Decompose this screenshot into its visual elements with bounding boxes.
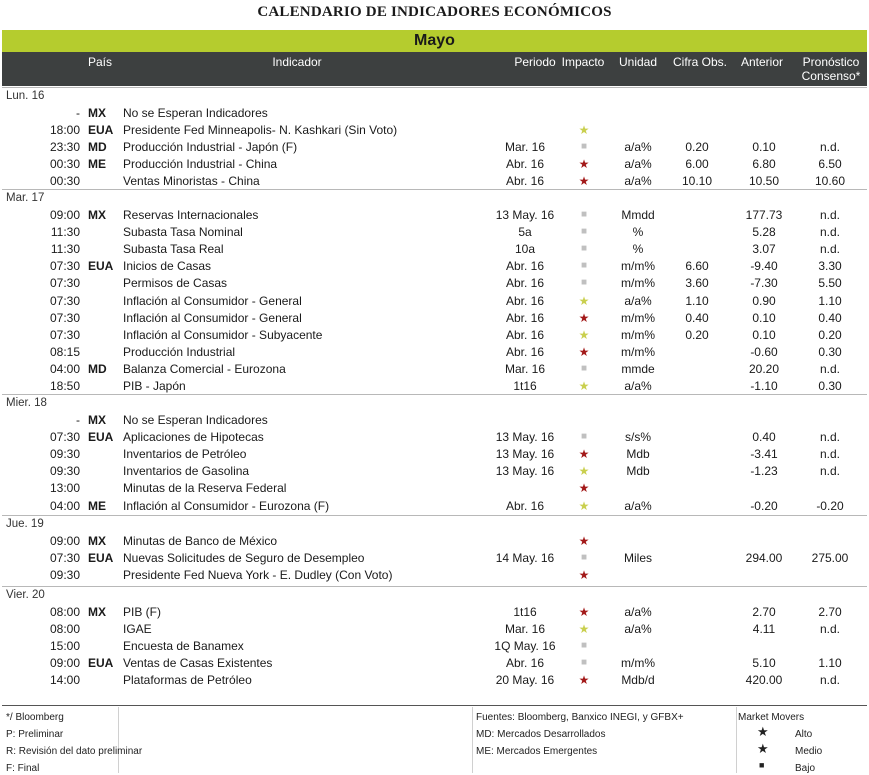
row-forecast: n.d.: [819, 430, 840, 445]
row-unit: Mdb: [626, 447, 650, 462]
row-period: Abr. 16: [505, 498, 545, 513]
row-unit: a/a%: [624, 605, 652, 619]
table-row: [0, 656, 869, 673]
footer-col-divider: [736, 707, 737, 773]
row-previous: 4.11: [752, 622, 776, 637]
row-unit: a/a%: [624, 498, 652, 513]
row-forecast: n.d.: [819, 673, 840, 688]
day-separator: [2, 87, 867, 88]
row-time: 23:30: [49, 140, 80, 155]
star-icon: ★: [578, 174, 590, 189]
row-time: -: [76, 413, 80, 427]
row-indicator: Minutas de la Reserva Federal: [123, 481, 287, 496]
footer-sources: Fuentes: Bloomberg, Banxico INEGI, y GFBX+: [476, 712, 684, 723]
row-unit: s/s%: [624, 430, 651, 445]
row-observed: 3.60: [685, 276, 709, 291]
row-unit: Miles: [623, 551, 652, 566]
row-period: 13 May. 16: [495, 447, 555, 462]
row-observed: 6.00: [685, 157, 709, 172]
square-icon: ■: [759, 760, 765, 770]
row-indicator: Inicios de Casas: [123, 259, 212, 274]
row-indicator: Balanza Comercial - Eurozona: [123, 361, 286, 376]
page-title: CALENDARIO DE INDICADORES ECONÓMICOS: [257, 4, 612, 20]
star-icon: ★: [578, 673, 590, 688]
row-time: 09:30: [49, 464, 80, 479]
row-previous: -1.10: [750, 379, 778, 393]
table-row: [0, 447, 869, 464]
row-unit: Mmdd: [621, 208, 655, 222]
row-forecast: 0.40: [818, 310, 842, 325]
table-row: [0, 345, 869, 362]
row-country: ME: [88, 157, 106, 172]
row-previous: 177.73: [745, 208, 783, 222]
row-forecast: 275.00: [811, 551, 849, 566]
row-unit: %: [632, 242, 644, 257]
table-row: [0, 413, 869, 430]
table-row: [0, 259, 869, 276]
row-time: 08:15: [49, 344, 80, 359]
square-icon: ■: [580, 141, 588, 153]
row-period: 1Q May. 16: [494, 639, 556, 654]
row-previous: 0.10: [752, 140, 776, 155]
table-row: [0, 225, 869, 242]
table-row: [0, 140, 869, 157]
row-time: 08:00: [49, 605, 80, 619]
row-period: Abr. 16: [505, 344, 545, 359]
row-indicator: Inventarios de Petróleo: [123, 447, 247, 462]
star-icon: ★: [578, 464, 590, 479]
table-row: [0, 362, 869, 379]
row-period: 13 May. 16: [495, 464, 555, 479]
star-icon: ★: [578, 447, 590, 462]
footer-md: MD: Mercados Desarrollados: [476, 729, 606, 740]
row-forecast: n.d.: [819, 208, 840, 222]
day-separator: [2, 394, 867, 395]
square-icon: ■: [580, 260, 588, 272]
row-indicator: IGAE: [123, 622, 152, 637]
col-anterior: Anterior: [740, 55, 784, 69]
row-period: Abr. 16: [505, 174, 545, 189]
row-time: 09:00: [49, 208, 80, 222]
square-icon: ■: [580, 431, 588, 443]
row-indicator: Inflación al Consumidor - General: [123, 310, 302, 325]
row-previous: 0.10: [752, 310, 776, 325]
square-icon: ■: [580, 226, 588, 238]
row-period: Abr. 16: [505, 310, 545, 325]
row-period: Abr. 16: [505, 293, 545, 308]
row-indicator: Subasta Tasa Nominal: [123, 225, 243, 240]
row-indicator: Nuevas Solicitudes de Seguro de Desempleo: [123, 551, 365, 566]
row-unit: m/m%: [621, 276, 655, 291]
row-unit: a/a%: [624, 174, 652, 189]
row-indicator: Plataformas de Petróleo: [123, 673, 252, 688]
row-time: 04:00: [49, 498, 80, 513]
row-forecast: 3.30: [818, 259, 842, 274]
table-row: [0, 639, 869, 656]
row-country: EUA: [88, 430, 114, 445]
row-time: 00:30: [49, 174, 80, 189]
table-header: [2, 52, 867, 86]
row-indicator: Subasta Tasa Real: [123, 242, 224, 257]
row-unit: a/a%: [624, 140, 652, 155]
row-indicator: Aplicaciones de Hipotecas: [123, 430, 264, 445]
day-separator: [2, 189, 867, 190]
row-indicator: Producción Industrial: [123, 344, 236, 359]
row-forecast: n.d.: [819, 242, 840, 257]
row-forecast: n.d.: [819, 447, 840, 462]
table-row: [0, 242, 869, 259]
table-row: [0, 499, 869, 516]
row-forecast: n.d.: [819, 361, 840, 376]
row-unit: a/a%: [624, 622, 652, 637]
row-country: MX: [88, 534, 106, 548]
row-period: 5a: [518, 225, 532, 240]
row-time: -: [76, 106, 80, 120]
star-icon: ★: [578, 327, 590, 342]
day-label: Vier. 20: [6, 589, 45, 601]
row-forecast: 0.30: [818, 344, 842, 359]
row-time: 07:30: [49, 259, 80, 274]
row-indicator: Ventas de Casas Existentes: [123, 656, 273, 671]
row-time: 13:00: [49, 481, 80, 496]
star-icon: ★: [578, 534, 590, 548]
row-previous: -9.40: [750, 259, 778, 274]
col-unidad: Unidad: [618, 55, 658, 69]
col-pronostico-line2: Consenso*: [801, 69, 861, 83]
row-period: 1t16: [513, 605, 537, 619]
row-forecast: 5.50: [818, 276, 842, 291]
row-observed: 10.10: [681, 174, 713, 189]
row-time: 04:00: [49, 361, 80, 376]
day-separator: [2, 586, 867, 587]
row-unit: m/m%: [621, 310, 655, 325]
row-time: 07:30: [49, 551, 80, 566]
footer-note: R: Revisión del dato preliminar: [6, 746, 143, 757]
row-time: 14:00: [49, 673, 80, 688]
row-forecast: 10.60: [814, 174, 846, 189]
col-impacto: Impacto: [561, 55, 605, 69]
footer-note: F: Final: [6, 763, 40, 774]
table-row: [0, 605, 869, 622]
table-row: [0, 464, 869, 481]
row-period: Mar. 16: [504, 361, 546, 376]
row-previous: 294.00: [745, 551, 783, 566]
table-row: [0, 123, 869, 140]
row-forecast: -0.20: [816, 498, 844, 513]
row-indicator: Reservas Internacionales: [123, 208, 259, 222]
star-icon: ★: [578, 481, 590, 496]
row-previous: -0.60: [750, 344, 778, 359]
table-row: [0, 276, 869, 293]
row-period: Abr. 16: [505, 276, 545, 291]
col-indicador: Indicador: [272, 55, 322, 69]
row-unit: mmde: [621, 361, 655, 376]
row-unit: m/m%: [621, 656, 655, 671]
row-period: Abr. 16: [505, 327, 545, 342]
day-label: Mar. 17: [6, 192, 45, 204]
day-label: Lun. 16: [6, 90, 45, 102]
row-unit: Mdb: [626, 464, 650, 479]
row-indicator: Presidente Fed Minneapolis- N. Kashkari (Sin Voto): [123, 123, 398, 138]
row-observed: 0.20: [685, 140, 709, 155]
table-row: [0, 294, 869, 311]
col-pronostico: [798, 55, 864, 83]
table-row: [0, 208, 869, 225]
row-previous: 6.80: [752, 157, 776, 172]
star-icon: ★: [578, 379, 590, 393]
row-observed: 1.10: [685, 293, 709, 308]
square-icon: ■: [580, 362, 588, 374]
footer-col-divider: [472, 707, 473, 773]
row-previous: 5.28: [752, 225, 776, 240]
row-period: 13 May. 16: [495, 430, 555, 445]
row-unit: a/a%: [624, 379, 652, 393]
row-previous: 0.90: [752, 293, 776, 308]
row-previous: 20.20: [748, 361, 780, 376]
table-row: [0, 481, 869, 498]
row-indicator: Inflación al Consumidor - General: [123, 293, 302, 308]
row-indicator: Presidente Fed Nueva York - E. Dudley (Con Voto): [123, 568, 393, 583]
row-previous: 2.70: [752, 605, 776, 619]
col-pais: País: [88, 55, 113, 69]
table-row: [0, 622, 869, 639]
month-banner: Mayo: [2, 30, 867, 52]
row-country: MX: [88, 605, 106, 619]
table-row: [0, 551, 869, 568]
row-forecast: 6.50: [818, 157, 842, 172]
row-unit: m/m%: [621, 327, 655, 342]
row-unit: Mdb/d: [621, 673, 655, 688]
row-country: MD: [88, 361, 107, 376]
row-forecast: n.d.: [819, 622, 840, 637]
row-forecast: n.d.: [819, 225, 840, 240]
row-time: 15:00: [49, 639, 80, 654]
star-icon: ★: [757, 724, 769, 739]
footer-me: ME: Mercados Emergentes: [476, 746, 598, 757]
row-indicator: PIB - Japón: [123, 379, 186, 393]
row-country: ME: [88, 498, 106, 513]
star-icon: ★: [578, 293, 590, 308]
row-country: EUA: [88, 656, 114, 671]
row-period: Abr. 16: [505, 656, 545, 671]
row-country: MX: [88, 208, 106, 222]
square-icon: ■: [580, 243, 588, 255]
footer-note: */ Bloomberg: [6, 712, 64, 723]
row-indicator: Encuesta de Banamex: [123, 639, 244, 654]
row-period: 1t16: [513, 379, 537, 393]
row-previous: 0.10: [752, 327, 776, 342]
row-indicator: No se Esperan Indicadores: [123, 106, 268, 120]
row-indicator: Inflación al Consumidor - Subyacente: [123, 327, 323, 342]
footer-divider: [2, 705, 867, 706]
row-unit: m/m%: [621, 344, 655, 359]
row-unit: a/a%: [624, 293, 652, 308]
col-cifra: Cifra Obs.: [672, 55, 727, 69]
footer-note: P: Preliminar: [6, 729, 64, 740]
row-time: 07:30: [49, 293, 80, 308]
row-time: 11:30: [50, 242, 80, 257]
row-period: Mar. 16: [504, 622, 546, 637]
row-time: 00:30: [49, 157, 80, 172]
row-previous: 10.50: [748, 174, 780, 189]
row-indicator: Inflación al Consumidor - Eurozona (F): [123, 498, 330, 513]
row-indicator: Producción Industrial - China: [123, 157, 278, 172]
row-period: 14 May. 16: [495, 551, 555, 566]
table-row: [0, 157, 869, 174]
row-previous: 5.10: [752, 656, 776, 671]
table-row: [0, 673, 869, 690]
day-label: Jue. 19: [6, 518, 44, 530]
row-unit: %: [632, 225, 644, 240]
star-icon: ★: [578, 568, 590, 583]
row-country: EUA: [88, 551, 114, 566]
row-period: 13 May. 16: [495, 208, 555, 222]
row-previous: -7.30: [750, 276, 778, 291]
row-time: 09:00: [49, 656, 80, 671]
row-forecast: n.d.: [819, 140, 840, 155]
row-previous: 420.00: [745, 673, 783, 688]
row-indicator: No se Esperan Indicadores: [123, 413, 268, 427]
market-movers-title: Market Movers: [738, 712, 805, 723]
row-indicator: Permisos de Casas: [123, 276, 228, 291]
row-observed: 0.40: [685, 310, 709, 325]
star-icon: ★: [578, 605, 590, 619]
row-forecast: 0.20: [818, 327, 842, 342]
legend-medio: Medio: [795, 746, 823, 757]
row-indicator: Minutas de Banco de México: [123, 534, 278, 548]
row-previous: -3.41: [750, 447, 778, 462]
row-country: MX: [88, 413, 106, 427]
row-time: 09:30: [49, 447, 80, 462]
row-unit: a/a%: [624, 157, 652, 172]
row-observed: 0.20: [685, 327, 709, 342]
row-forecast: 0.30: [818, 379, 842, 393]
row-observed: 6.60: [685, 259, 709, 274]
row-indicator: Ventas Minoristas - China: [123, 174, 260, 189]
star-icon: ★: [578, 310, 590, 325]
row-country: MX: [88, 106, 106, 120]
row-indicator: PIB (F): [123, 605, 161, 619]
square-icon: ■: [580, 277, 588, 289]
row-time: 18:50: [49, 379, 80, 393]
row-forecast: 2.70: [818, 605, 842, 619]
square-icon: ■: [580, 640, 588, 652]
row-time: 07:30: [49, 276, 80, 291]
row-period: 10a: [514, 242, 536, 257]
star-icon: ★: [578, 498, 590, 513]
row-country: EUA: [88, 259, 114, 274]
row-indicator: Producción Industrial - Japón (F): [123, 140, 298, 155]
row-time: 08:00: [49, 622, 80, 637]
table-row: [0, 568, 869, 585]
row-country: MD: [88, 140, 107, 155]
table-row: [0, 430, 869, 447]
row-forecast: 1.10: [818, 293, 842, 308]
row-indicator: Inventarios de Gasolina: [123, 464, 250, 479]
row-period: Mar. 16: [504, 140, 546, 155]
row-period: 20 May. 16: [495, 673, 555, 688]
table-row: [0, 534, 869, 551]
row-previous: -1.23: [750, 464, 778, 479]
day-label: Mier. 18: [6, 397, 47, 409]
square-icon: ■: [580, 209, 588, 220]
table-row: [0, 311, 869, 328]
col-pronostico-line1: Pronóstico: [802, 55, 860, 69]
row-forecast: 1.10: [818, 656, 842, 671]
star-icon: ★: [578, 622, 590, 637]
row-time: 09:30: [49, 568, 80, 583]
footer-col-divider: [118, 707, 119, 773]
row-period: Abr. 16: [505, 157, 545, 172]
row-time: 09:00: [49, 534, 80, 548]
star-icon: ★: [578, 344, 590, 359]
row-forecast: n.d.: [819, 464, 840, 479]
row-country: EUA: [88, 123, 114, 138]
day-separator: [2, 515, 867, 516]
row-time: 11:30: [50, 225, 80, 240]
row-previous: 3.07: [752, 242, 776, 257]
row-time: 07:30: [49, 310, 80, 325]
row-period: Abr. 16: [505, 259, 545, 274]
square-icon: ■: [580, 657, 588, 669]
row-time: 07:30: [49, 430, 80, 445]
row-previous: 0.40: [752, 430, 776, 445]
row-unit: m/m%: [621, 259, 655, 274]
star-icon: ★: [578, 157, 590, 172]
star-icon: ★: [757, 741, 769, 756]
square-icon: ■: [580, 552, 588, 564]
row-time: 18:00: [49, 123, 80, 138]
star-icon: ★: [578, 123, 590, 138]
table-row: [0, 106, 869, 123]
legend-bajo: Bajo: [795, 763, 816, 774]
row-time: 07:30: [49, 327, 80, 342]
legend-alto: Alto: [795, 729, 813, 740]
table-row: [0, 328, 869, 345]
row-previous: -0.20: [750, 498, 778, 513]
col-periodo: Periodo: [514, 55, 556, 69]
